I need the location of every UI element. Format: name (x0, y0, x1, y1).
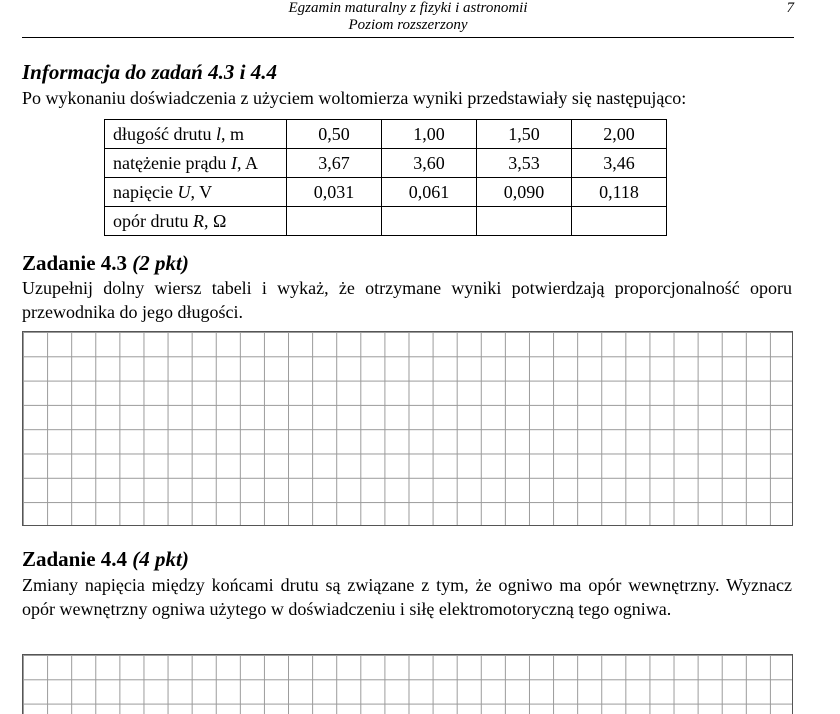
answer-cell[interactable] (382, 207, 477, 236)
answer-cell[interactable] (287, 207, 382, 236)
table-cell: 0,031 (287, 178, 382, 207)
table-cell: 3,67 (287, 149, 382, 178)
table-row (105, 207, 667, 236)
table-row (105, 149, 667, 178)
task-4-3-points: (2 pkt) (132, 251, 189, 275)
page-header (22, 0, 794, 38)
row-label: natężenie prądu I, A (105, 149, 287, 178)
table-row (105, 178, 667, 207)
answer-grid-4-4[interactable] (22, 654, 793, 714)
results-table (104, 119, 667, 236)
answer-cell[interactable] (572, 207, 667, 236)
task-4-4-text: Zmiany napięcia między końcami drutu są związane z tym, że ogniwo ma opór wewnętrzny. Wyznacz opór wewnętrzny ogniwa użytego w doświadczeniu i siłę elektromotoryczną tego ogniwa. (22, 575, 792, 619)
table-cell: 1,50 (477, 120, 572, 149)
info-heading: Informacja do zadań 4.3 i 4.4 (22, 60, 277, 84)
table-cell: 0,090 (477, 178, 572, 207)
table-cell: 1,00 (382, 120, 477, 149)
table-cell: 0,061 (382, 178, 477, 207)
page-number: 7 (786, 0, 794, 16)
table-row (105, 120, 667, 149)
row-label: napięcie U, V (105, 178, 287, 207)
table-cell: 0,50 (287, 120, 382, 149)
table-cell: 3,46 (572, 149, 667, 178)
task-4-3-title: Zadanie 4.3 (22, 251, 128, 275)
task-4-4-points: (4 pkt) (132, 547, 189, 571)
table-cell: 3,53 (477, 149, 572, 178)
exam-title: Egzamin maturalny z fizyki i astronomii (288, 0, 528, 16)
row-label: opór drutu R, Ω (105, 207, 287, 236)
task-4-4-title: Zadanie 4.4 (22, 547, 128, 571)
task-4-3-text: Uzupełnij dolny wiersz tabeli i wykaż, że otrzymane wyniki potwierdzają proporcjonalność oporu przewodnika do jego długości. (22, 278, 792, 322)
info-text: Po wykonaniu doświadczenia z użyciem woltomierza wyniki przedstawiały się następująco: (22, 88, 687, 108)
task-4-3-heading (22, 251, 189, 276)
exam-level: Poziom rozszerzony (348, 17, 468, 33)
answer-cell[interactable] (477, 207, 572, 236)
task-4-4-heading (22, 547, 189, 572)
table-cell: 0,118 (572, 178, 667, 207)
answer-grid-4-3[interactable] (22, 331, 793, 526)
table-cell: 3,60 (382, 149, 477, 178)
row-label: długość drutu l, m (105, 120, 287, 149)
table-cell: 2,00 (572, 120, 667, 149)
